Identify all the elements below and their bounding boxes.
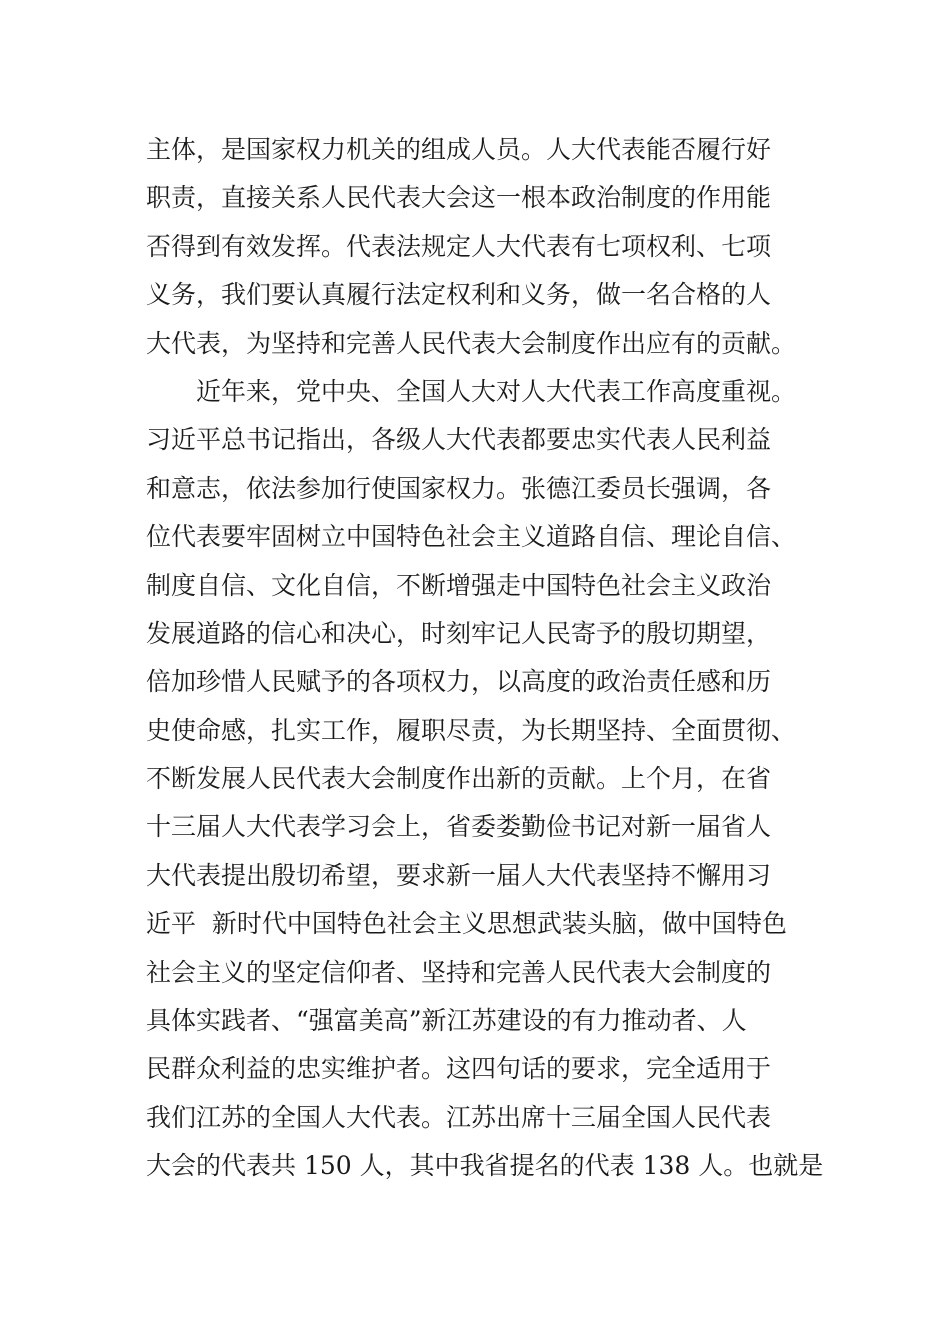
text-line: 制度自信、文化自信，不断增强走中国特色社会主义政治 xyxy=(146,570,772,600)
text-line: 不断发展人民代表大会制度作出新的贡献。上个月，在省 xyxy=(146,764,772,794)
text-line: 史使命感，扎实工作，履职尽责，为长期坚持、全面贯彻、 xyxy=(146,715,797,745)
body-text xyxy=(146,126,824,1191)
text-line: 倍加珍惜人民赋予的各项权力，以高度的政治责任感和历 xyxy=(146,667,772,697)
text-line: 发展道路的信心和决心，时刻牢记人民寄予的殷切期望， xyxy=(146,618,772,648)
text-line: 大会的代表共 150 人，其中我省提名的代表 138 人。也就是 xyxy=(146,1151,824,1181)
text-line: 义务，我们要认真履行法定权利和义务，做一名合格的人 xyxy=(146,280,772,310)
text-line: 十三届人大代表学习会上，省委娄勤俭书记对新一届省人 xyxy=(146,812,772,842)
text-line: 具体实践者、“强富美高”新江苏建设的有力推动者、人 xyxy=(146,1006,747,1036)
text-line: 近平 新时代中国特色社会主义思想武装头脑，做中国特色 xyxy=(146,909,787,939)
text-line: 位代表要牢固树立中国特色社会主义道路自信、理论自信、 xyxy=(146,522,797,552)
text-line: 社会主义的坚定信仰者、坚持和完善人民代表大会制度的 xyxy=(146,957,772,987)
text-line: 我们江苏的全国人大代表。江苏出席十三届全国人民代表 xyxy=(146,1102,772,1132)
text-line: 大代表提出殷切希望，要求新一届人大代表坚持不懈用习 xyxy=(146,860,772,890)
text-line: 民群众利益的忠实维护者。这四句话的要求，完全适用于 xyxy=(146,1054,772,1084)
text-line: 主体，是国家权力机关的组成人员。人大代表能否履行好 xyxy=(146,135,772,164)
text-line: 习近平总书记指出，各级人大代表都要忠实代表人民利益 xyxy=(146,425,772,455)
text-line: 否得到有效发挥。代表法规定人大代表有七项权利、七项 xyxy=(146,231,772,261)
text-line: 大代表，为坚持和完善人民代表大会制度作出应有的贡献。 xyxy=(146,328,797,358)
text-line: 和意志，依法参加行使国家权力。张德江委员长强调，各 xyxy=(146,473,772,503)
text-line: 近年来，党中央、全国人大对人大代表工作高度重视。 xyxy=(146,376,797,406)
text-line: 职责，直接关系人民代表大会这一根本政治制度的作用能 xyxy=(146,183,772,213)
